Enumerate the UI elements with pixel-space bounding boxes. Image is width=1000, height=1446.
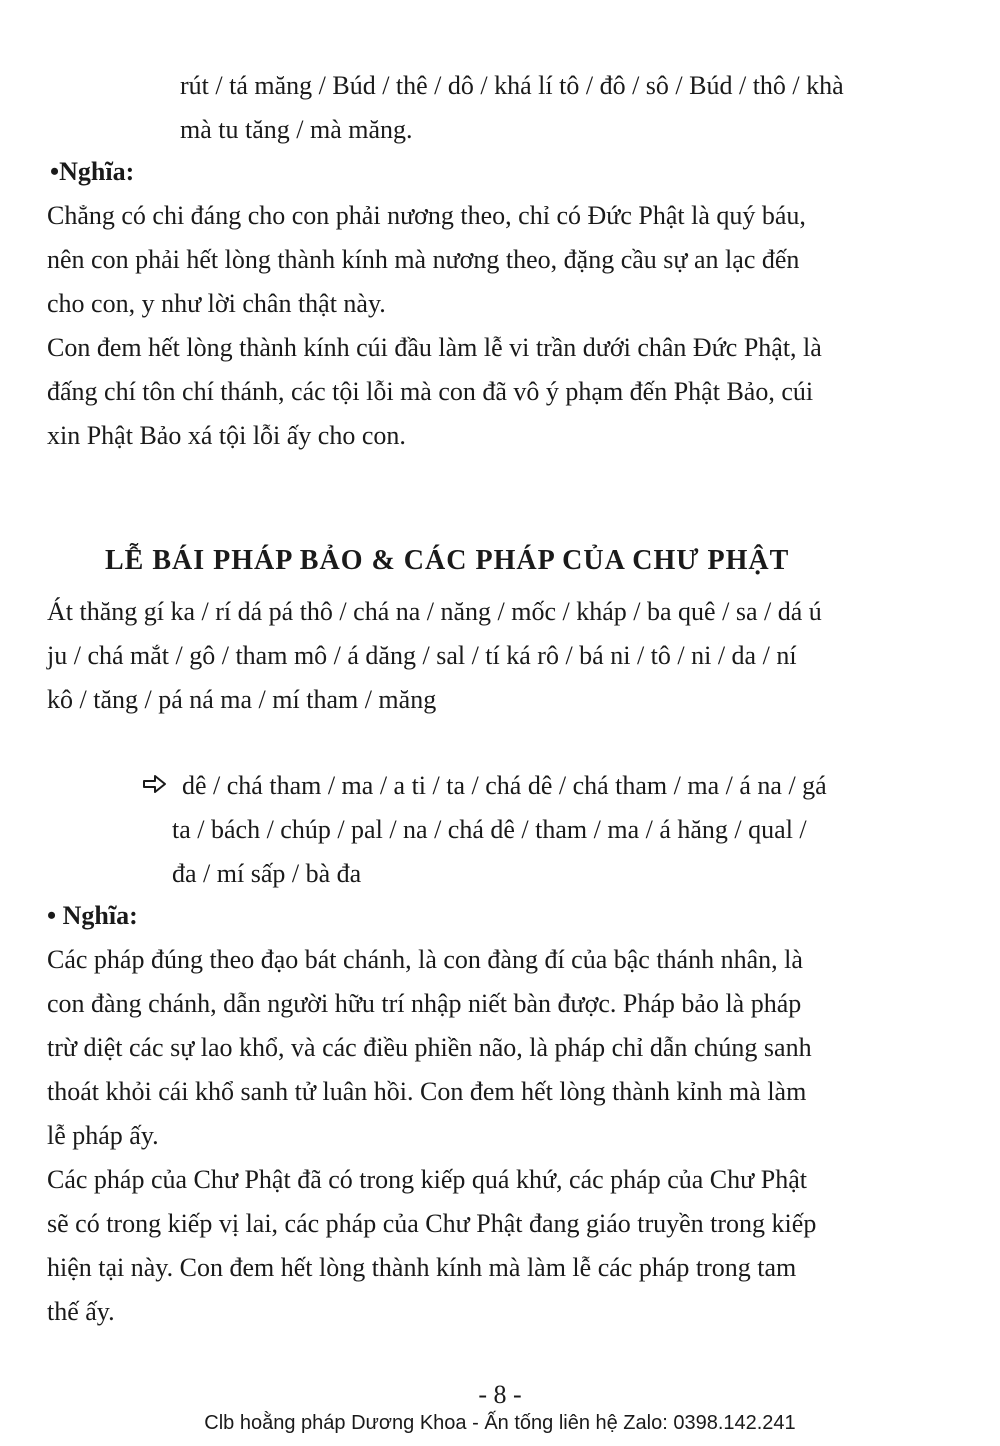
chant-line: kô / tăng / pá ná ma / mí tham / măng — [47, 685, 437, 714]
meaning-line: trừ diệt các sự lao khổ, và các điều phiền não, là pháp chỉ dẫn chúng sanh — [47, 1033, 812, 1062]
meaning-line: thoát khỏi cái khổ sanh tử luân hồi. Con đem hết lòng thành kỉnh mà làm — [47, 1077, 807, 1106]
chant-line: rút / tá măng / Búd / thê / dô / khá lí tô / đô / sô / Búd / thô / khà — [180, 71, 844, 100]
chant-line: Át thăng gí ka / rí dá pá thô / chá na / năng / mốc / kháp / ba quê / sa / dá ú — [47, 597, 822, 626]
meaning-line: nên con phải hết lòng thành kính mà nương theo, đặng cầu sự an lạc đến — [47, 245, 800, 274]
meaning-line: lễ pháp ấy. — [47, 1121, 159, 1150]
chant-line: ju / chá mắt / gô / tham mô / á dăng / sal / tí ká rô / bá ni / tô / ni / da / ní — [47, 641, 797, 670]
page-number: - 8 - — [478, 1380, 522, 1409]
meaning-label: •Nghĩa: — [50, 157, 135, 186]
chant-line: đa / mí sấp / bà đa — [172, 859, 362, 888]
meaning-line: Chẳng có chi đáng cho con phải nương theo, chỉ có Đức Phật là quý báu, — [47, 201, 806, 230]
footer-text: Clb hoằng pháp Dương Khoa - Ấn tống liên hệ Zalo: 0398.142.241 — [204, 1412, 796, 1434]
meaning-line: Các pháp đúng theo đạo bát chánh, là con đàng đí của bậc thánh nhân, là — [47, 945, 803, 974]
meaning-line: đấng chí tôn chí thánh, các tội lỗi mà con đã vô ý phạm đến Phật Bảo, cúi — [47, 377, 814, 406]
meaning-line: hiện tại này. Con đem hết lòng thành kính mà làm lễ các pháp trong tam — [47, 1253, 797, 1282]
meaning-line: xin Phật Bảo xá tội lỗi ấy cho con. — [47, 421, 406, 450]
chant-line: dê / chá tham / ma / a ti / ta / chá dê / chá tham / ma / á na / gá — [182, 771, 827, 800]
meaning-line: Các pháp của Chư Phật đã có trong kiếp quá khứ, các pháp của Chư Phật — [47, 1165, 807, 1194]
chant-line: ta / bách / chúp / pal / na / chá dê / tham / ma / á hăng / qual / — [172, 815, 807, 844]
meaning-line: sẽ có trong kiếp vị lai, các pháp của Chư Phật đang giáo truyền trong kiếp — [47, 1209, 817, 1238]
chant-line: mà tu tăng / mà măng. — [180, 115, 413, 144]
meaning-line: cho con, y như lời chân thật này. — [47, 289, 386, 318]
meaning-line: Con đem hết lòng thành kính cúi đầu làm lễ vi trần dưới chân Đức Phật, là — [47, 333, 822, 362]
meaning-label: • Nghĩa: — [47, 901, 138, 930]
section-heading: LỄ BÁI PHÁP BẢO & CÁC PHÁP CỦA CHƯ PHẬT — [105, 545, 790, 576]
meaning-line: con đàng chánh, dẫn người hữu trí nhập niết bàn được. Pháp bảo là pháp — [47, 989, 802, 1018]
meaning-line: thế ấy. — [47, 1297, 115, 1326]
outline-right-arrow-icon — [142, 773, 168, 795]
